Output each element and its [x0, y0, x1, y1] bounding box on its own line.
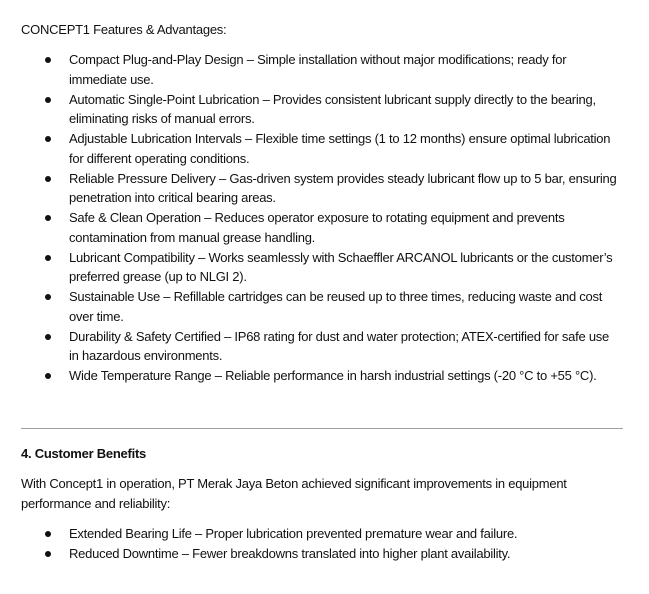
bullet-icon [45, 136, 51, 142]
list-item [21, 129, 623, 169]
list-item [21, 248, 623, 288]
list-item [21, 524, 623, 544]
section-heading: 4. Customer Benefits [21, 446, 147, 461]
list-item [21, 90, 623, 130]
list-item-text: Lubricant Compatibility – Works seamlessly with Schaeffler ARCANOL lubricants or the customer’s preferred grease (up to NLGI 2). [69, 249, 613, 284]
list-item-text: Adjustable Lubrication Intervals – Flexible time settings (1 to 12 months) ensure optimal lubrication for different operating conditions. [69, 131, 611, 166]
list-item-text: Durability & Safety Certified – IP68 rating for dust and water protection; ATEX-certified for safe use in hazardous environments. [69, 328, 610, 363]
list-item [21, 50, 623, 90]
list-item-text: Wide Temperature Range – Reliable performance in harsh industrial settings (-20 °C to +55 °C). [69, 368, 597, 383]
section-paragraph: With Concept1 in operation, PT Merak Jaya Beton achieved significant improvements in equipment performance and reliability: [21, 476, 567, 511]
features-intro: CONCEPT1 Features & Advantages: [21, 22, 227, 37]
section-divider [21, 428, 623, 429]
bullet-icon [45, 57, 51, 63]
list-item [21, 287, 623, 327]
list-item-text: Reliable Pressure Delivery – Gas-driven system provides steady lubricant flow up to 5 bar, ensuring penetration into critical bearing areas. [69, 170, 617, 205]
list-item [21, 327, 623, 367]
list-item-text: Automatic Single-Point Lubrication – Provides consistent lubricant supply directly to the bearing, eliminating risks of manual errors. [69, 91, 596, 126]
bullet-icon [45, 255, 51, 261]
list-item-text: Reduced Downtime – Fewer breakdowns translated into higher plant availability. [69, 546, 511, 561]
list-item-text: Compact Plug-and-Play Design – Simple installation without major modifications; ready for immediate use. [69, 52, 567, 87]
list-item [21, 544, 623, 564]
list-item-text: Safe & Clean Operation – Reduces operator exposure to rotating equipment and prevents contamination from manual grease handling. [69, 210, 565, 245]
bullet-icon [45, 97, 51, 103]
benefits-list [21, 524, 623, 564]
bullet-icon [45, 373, 51, 379]
bullet-icon [45, 531, 51, 537]
list-item [21, 169, 623, 209]
bullet-icon [45, 551, 51, 557]
features-list [21, 50, 623, 406]
bullet-icon [45, 334, 51, 340]
bullet-icon [45, 176, 51, 182]
list-item [21, 366, 623, 406]
list-item [21, 208, 623, 248]
list-item-text: Sustainable Use – Refillable cartridges can be reused up to three times, reducing waste and cost over time. [69, 289, 603, 324]
list-item-text: Extended Bearing Life – Proper lubrication prevented premature wear and failure. [69, 526, 518, 541]
bullet-icon [45, 215, 51, 221]
bullet-icon [45, 294, 51, 300]
